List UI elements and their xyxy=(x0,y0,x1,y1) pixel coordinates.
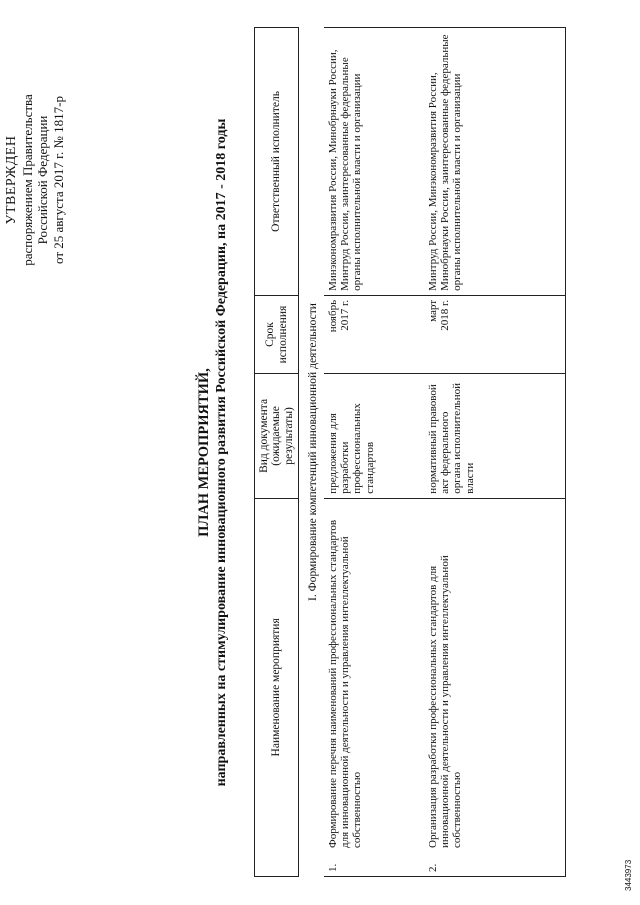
approval-stamp xyxy=(4,30,66,330)
row-name xyxy=(324,498,424,876)
row-number: 1. xyxy=(326,863,339,872)
approval-heading: УТВЕРЖДЕН xyxy=(4,135,19,225)
document-id: 3443973 xyxy=(624,859,633,891)
plan-table xyxy=(254,27,566,877)
title-subtitle: направленных на стимулирование инновационного развития Российской Федерации, на 2017 - 2018 годы xyxy=(214,118,229,787)
row-name-text: Организация разработки профессиональных стандартов для инновационной деятельности и управления интеллектуальной собственностью xyxy=(426,555,464,848)
table-header-row xyxy=(255,28,299,877)
approval-date: от 25 августа 2017 г. № 1817-р xyxy=(50,96,66,264)
table-row xyxy=(424,28,566,877)
row-number: 2. xyxy=(426,863,439,872)
row-executor: Минэкономразвития России, Минобрнауки России, Минтруд России, заинтересованные федеральные органы исполнительной власти и организации xyxy=(324,28,424,296)
approval-line: Российской Федерации xyxy=(35,115,50,245)
title-main: ПЛАН МЕРОПРИЯТИЙ, xyxy=(196,368,212,537)
header-name: Наименование мероприятия xyxy=(255,498,299,876)
header-deadline: Срок исполнения xyxy=(255,295,299,373)
section-row xyxy=(299,28,324,877)
row-name xyxy=(424,498,566,876)
row-doc: предложения для разработки профессиональных стандартов xyxy=(324,374,424,499)
header-executor: Ответственный исполнитель xyxy=(255,28,299,296)
row-deadline: март 2018 г. xyxy=(424,295,566,373)
approval-line: распоряжением Правительства xyxy=(19,94,35,266)
row-doc: нормативный правовой акт федерального органа исполнительной власти xyxy=(424,374,566,499)
row-name-text: Формирование перечня наименований профессиональных стандартов для инновационной деятельности и управления интеллектуальной собственностью xyxy=(326,519,364,848)
document-title xyxy=(196,0,230,905)
section-title: I. Формирование компетенций инновационной деятельности xyxy=(307,303,320,601)
header-doc: Вид документа (ожидаемые результаты) xyxy=(255,374,299,499)
row-executor: Минтруд России, Минэкономразвития России, Минобрнауки России, заинтересованные федеральные органы исполнительной власти и организации xyxy=(424,28,566,296)
row-deadline: ноябрь 2017 г. xyxy=(324,295,424,373)
table-row xyxy=(324,28,424,877)
